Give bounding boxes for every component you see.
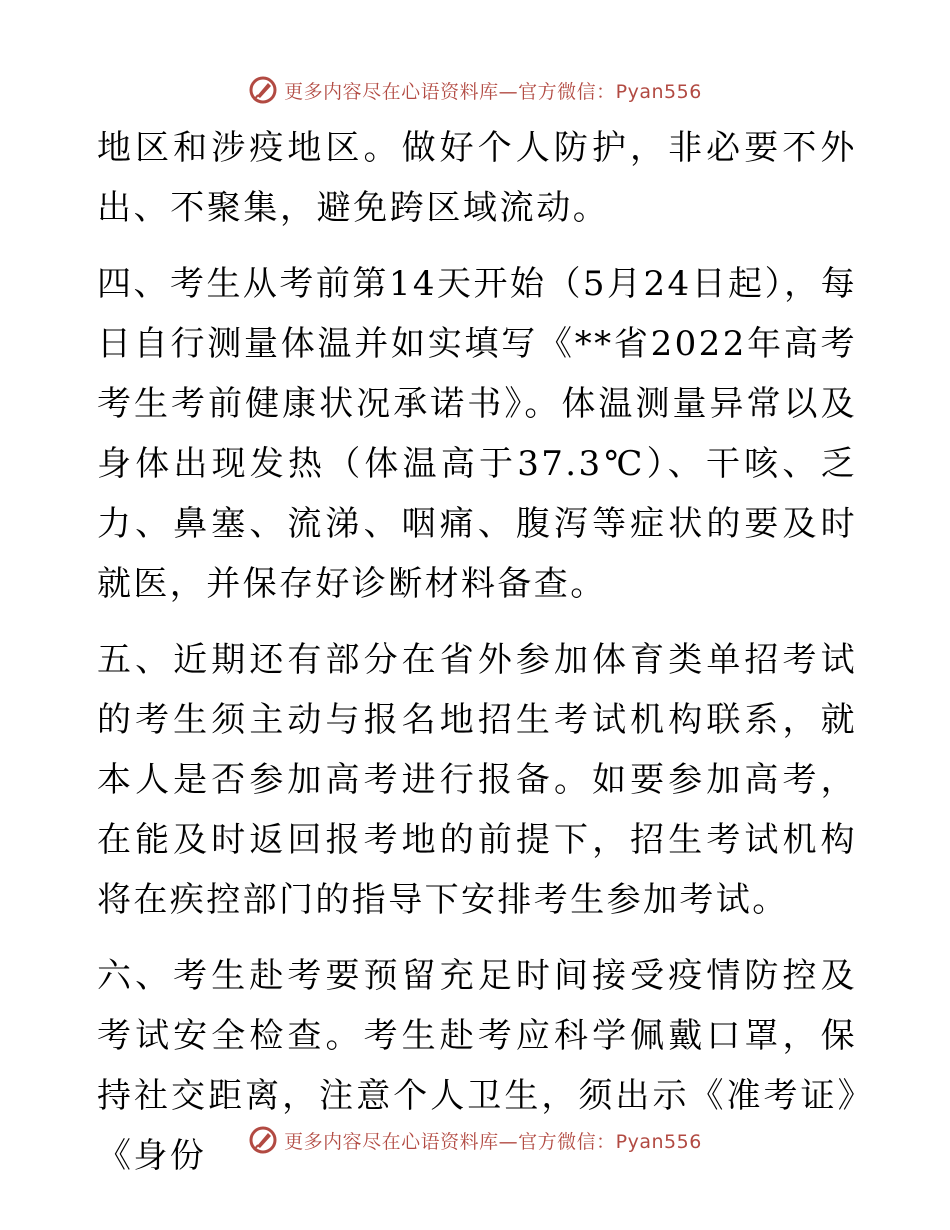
paragraph-4: 六、考生赴考要预留充足时间接受疫情防控及考试安全检查。考生赴考应科学佩戴口罩，保持社交距离，注意个人卫生，须出示《准考证》《身份 (97, 956, 857, 1176)
watermark-account: Pyan556 (615, 1130, 702, 1153)
paragraph-2: 四、考生从考前第14天开始（5月24日起），每日自行测量体温并如实填写《**省2022年高考考生考前健康状况承诺书》。体温测量异常以及身体出现发热（体温高于37.3℃）、干咳、乏力、鼻塞、流涕、咽痛、腹泻等症状的要及时就医，并保存好诊断材料备查。 (97, 264, 857, 604)
paragraph-3: 五、近期还有部分在省外参加体育类单招考试的考生须主动与报名地招生考试机构联系，就本人是否参加高考进行报备。如要参加高考，在能及时返回报考地的前提下，招生考试机构将在疾控部门的指导下安排考生参加考试。 (97, 640, 857, 920)
footer-watermark (0, 1120, 950, 1160)
paragraph-1: 地区和涉疫地区。做好个人防护，非必要不外出、不聚集，避免跨区域流动。 (97, 128, 857, 228)
logo-icon (248, 1125, 278, 1155)
header-watermark (0, 70, 950, 110)
watermark-text: 更多内容尽在心语资料库—官方微信：Pyan556 (284, 80, 702, 103)
logo-icon (248, 75, 278, 105)
document-body (97, 118, 857, 1186)
watermark-text: 更多内容尽在心语资料库—官方微信：Pyan556 (284, 1130, 702, 1153)
watermark-account: Pyan556 (615, 80, 702, 103)
